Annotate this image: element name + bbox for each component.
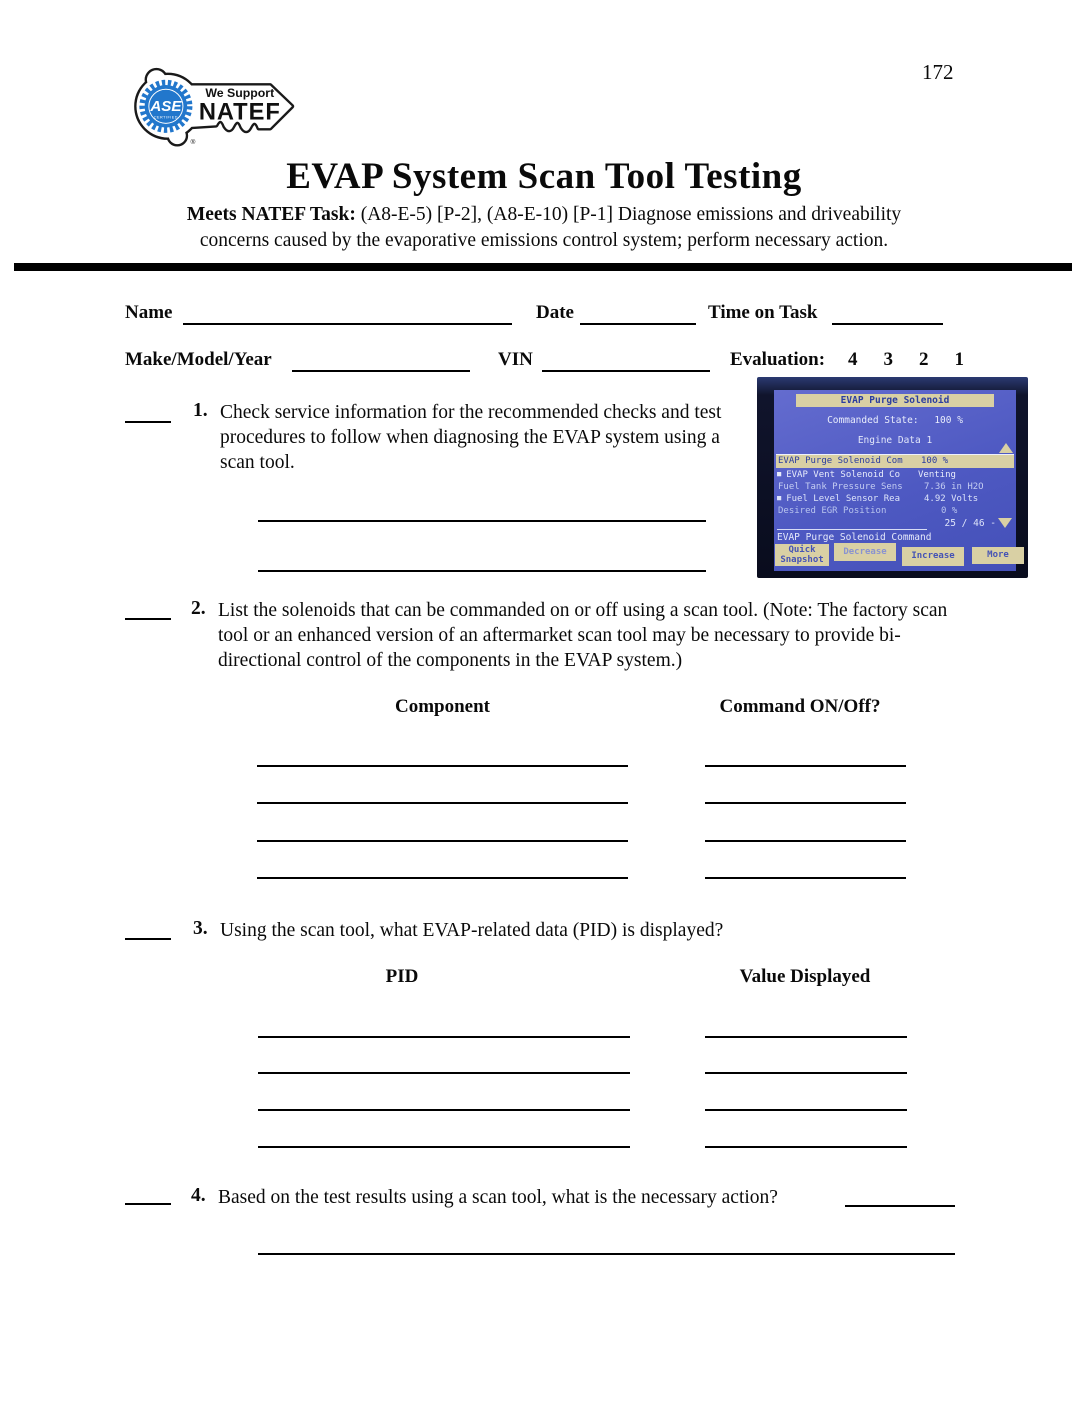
answer-line — [258, 520, 706, 522]
time-on-task-line — [832, 323, 943, 325]
value-header: Value Displayed — [739, 966, 871, 987]
answer-line — [258, 570, 706, 572]
make-model-year-line — [292, 370, 470, 372]
command-line — [705, 840, 906, 842]
pid-line — [258, 1146, 630, 1148]
ase-text: ASE — [150, 98, 182, 116]
pid-value: 100 % — [921, 456, 949, 466]
pid-line — [258, 1072, 630, 1074]
ase-certified-text: CERTIFIED — [153, 115, 178, 120]
scan-tool-photo — [757, 377, 1028, 578]
page-title: EVAP System Scan Tool Testing — [286, 156, 802, 197]
pid-label: Fuel Tank Pressure Sens — [778, 482, 903, 492]
pid-label: EVAP Purge Solenoid Com — [778, 456, 903, 466]
evaluation-option: 2 — [919, 349, 929, 370]
pager-text: 25 / 46 - — [944, 518, 996, 529]
grade-line — [125, 1203, 171, 1205]
question-text: Based on the test results using a scan tool, what is the necessary action? — [218, 1187, 778, 1208]
answer-line — [845, 1205, 955, 1207]
graph-marker-icon: ■ — [777, 470, 782, 478]
more-button: More — [972, 547, 1024, 564]
grade-line — [125, 421, 171, 423]
answer-line — [258, 1253, 955, 1255]
value-line — [705, 1036, 907, 1038]
natef-task-text2: concerns caused by the evaporative emissions control system; perform necessary action. — [199, 230, 889, 251]
natef-task-label: Meets NATEF Task: — [186, 204, 356, 225]
question-number: 3. — [193, 918, 208, 939]
time-on-task-label: Time on Task — [708, 302, 818, 323]
pid-line — [258, 1109, 630, 1111]
natef-task-text1: (A8-E-5) [P-2], (A8-E-10) [P-1] Diagnose emissions and driveability — [360, 204, 902, 225]
screen-title: EVAP Purge Solenoid — [796, 394, 994, 407]
question-number: 4. — [191, 1185, 206, 1206]
evaluation-option: 3 — [883, 349, 894, 370]
pid-value: Venting — [918, 470, 956, 480]
pid-value: 4.92 Volts — [924, 494, 979, 504]
pid-value: 7.36 in H2O — [924, 482, 984, 492]
date-label: Date — [536, 302, 574, 323]
pid-label: Desired EGR Position — [778, 506, 887, 516]
data-row — [776, 494, 1014, 506]
question-text: Check service information for the recommended checks and test procedures to follow when diagnosing the EVAP system using a scan tool. — [220, 402, 722, 473]
graph-marker-icon: ■ — [777, 494, 782, 502]
component-line — [257, 765, 628, 767]
registered-mark: ® — [190, 139, 196, 147]
engine-data-label: Engine Data 1 — [857, 435, 933, 446]
evaluation-option: 4 — [848, 349, 858, 370]
data-row — [776, 506, 1014, 518]
command-label: EVAP Purge Solenoid Command — [777, 532, 932, 543]
name-label: Name — [125, 302, 173, 323]
pager — [945, 518, 1012, 529]
question-text: Using the scan tool, what EVAP-related data (PID) is displayed? — [220, 920, 724, 941]
component-line — [257, 840, 628, 842]
increase-button: Increase — [902, 547, 964, 566]
question-number: 1. — [193, 400, 208, 421]
command-line — [705, 802, 906, 804]
scroll-up-icon — [999, 443, 1013, 453]
pid-value: 0 % — [941, 506, 958, 516]
commanded-state-value: 100 % — [934, 415, 963, 426]
command-header: Command ON/Off? — [719, 696, 881, 717]
component-header: Component — [394, 696, 490, 717]
vin-line — [542, 370, 710, 372]
evaluation-label: Evaluation: — [730, 349, 826, 370]
commanded-state-label: Commanded State: — [827, 415, 919, 426]
commanded-state — [774, 415, 1016, 426]
name-line — [183, 323, 512, 325]
natef-text: NATEF — [198, 99, 281, 126]
data-row — [776, 482, 1014, 494]
question-number: 2. — [191, 598, 206, 619]
data-row — [776, 470, 1014, 482]
value-line — [705, 1146, 907, 1148]
date-line — [580, 323, 696, 325]
scan-screen — [774, 390, 1016, 571]
page-number: 172 — [922, 60, 954, 84]
grade-line — [125, 938, 171, 940]
component-line — [257, 877, 628, 879]
evaluation-option: 1 — [954, 349, 965, 370]
vin-label: VIN — [498, 349, 533, 370]
data-row — [776, 454, 1014, 468]
value-line — [705, 1072, 907, 1074]
make-model-year-label: Make/Model/Year — [125, 349, 272, 370]
evaluation-row — [730, 349, 964, 371]
pid-label: EVAP Vent Solenoid Co — [786, 470, 901, 480]
pid-header: PID — [385, 966, 419, 987]
grade-line — [125, 618, 171, 620]
quick-snapshot-button: Quick Snapshot — [775, 544, 829, 566]
pid-label: Fuel Level Sensor Rea — [786, 494, 901, 504]
screen-divider — [777, 529, 927, 530]
scroll-down-icon — [998, 518, 1012, 528]
natef-task-line1 — [0, 202, 1088, 228]
natef-task-line2 — [0, 228, 1088, 254]
natef-logo — [128, 55, 308, 150]
value-line — [705, 1109, 907, 1111]
question-text: List the solenoids that can be commanded on or off using a scan tool. (Note: The factory scan tool or an enhanced version of an aftermarket scan tool may be necessary to provide bi-directional control of the components in the EVAP system.) — [218, 600, 948, 671]
we-support-text: We Support — [205, 85, 275, 100]
pid-line — [258, 1036, 630, 1038]
command-line — [705, 877, 906, 879]
divider-rule — [14, 263, 1072, 271]
command-line — [705, 765, 906, 767]
component-line — [257, 802, 628, 804]
decrease-button: Decrease — [834, 543, 896, 561]
